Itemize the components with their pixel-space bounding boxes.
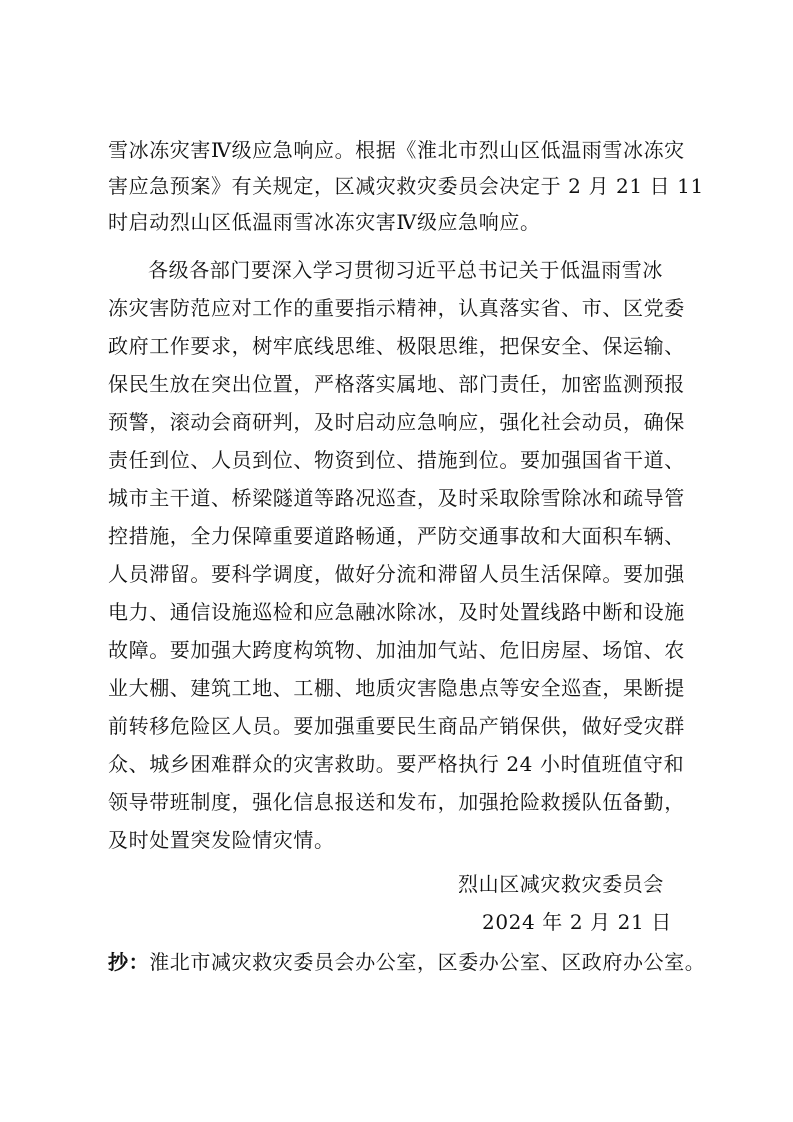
body-line: 及时处置突发险情灾情。 xyxy=(108,828,335,852)
body-line: 故障。要加强大跨度构筑物、加油加气站、危旧房屋、场馆、农 xyxy=(108,638,685,662)
body-line: 领导带班制度，强化信息报送和发布，加强抢险救援队伍备勤， xyxy=(108,790,685,814)
issue-date: 2024 年 2 月 21 日 xyxy=(482,910,672,934)
body-line: 人员滞留。要科学调度，做好分流和滞留人员生活保障。要加强 xyxy=(108,562,685,586)
body-line: 责任到位、人员到位、物资到位、措施到位。要加强国省干道、 xyxy=(108,448,685,472)
cc-recipients: 淮北市减灾救灾委员会办公室，区委办公室、区政府办公室。 xyxy=(149,950,706,974)
body-line: 控措施，全力保障重要道路畅通，严防交通事故和大面积车辆、 xyxy=(108,524,685,548)
signature: 烈山区减灾救灾委员会 xyxy=(458,872,664,896)
body-line: 冻灾害防范应对工作的重要指示精神，认真落实省、市、区党委 xyxy=(108,296,685,320)
body-line: 电力、通信设施巡检和应急融冰除冰，及时处置线路中断和设施 xyxy=(108,600,685,624)
carbon-copy-line xyxy=(108,944,705,980)
body-line: 保民生放在突出位置，严格落实属地、部门责任，加密监测预报 xyxy=(108,372,685,396)
body-line: 政府工作要求，树牢底线思维、极限思维，把保安全、保运输、 xyxy=(108,334,685,358)
body-line: 雪冰冻灾害Ⅳ级应急响应。根据《淮北市烈山区低温雨雪冰冻灾 xyxy=(108,138,685,162)
cc-label: 抄： xyxy=(108,950,150,974)
body-line: 前转移危险区人员。要加强重要民生商品产销保供，做好受灾群 xyxy=(108,714,685,738)
body-line: 众、城乡困难群众的灾害救助。要严格执行 24 小时值班值守和 xyxy=(108,752,685,776)
body-line: 害应急预案》有关规定，区减灾救灾委员会决定于 2 月 21 日 11 xyxy=(108,174,704,198)
body-line: 城市主干道、桥梁隧道等路况巡查，及时采取除雪除冰和疏导管 xyxy=(108,486,685,510)
body-line: 时启动烈山区低温雨雪冰冻灾害Ⅳ级应急响应。 xyxy=(108,210,541,234)
body-line: 预警，滚动会商研判，及时启动应急响应，强化社会动员，确保 xyxy=(108,410,685,434)
paragraph-start-line: 各级各部门要深入学习贯彻习近平总书记关于低温雨雪冰 xyxy=(148,258,663,282)
body-line: 业大棚、建筑工地、工棚、地质灾害隐患点等安全巡查，果断提 xyxy=(108,676,685,700)
